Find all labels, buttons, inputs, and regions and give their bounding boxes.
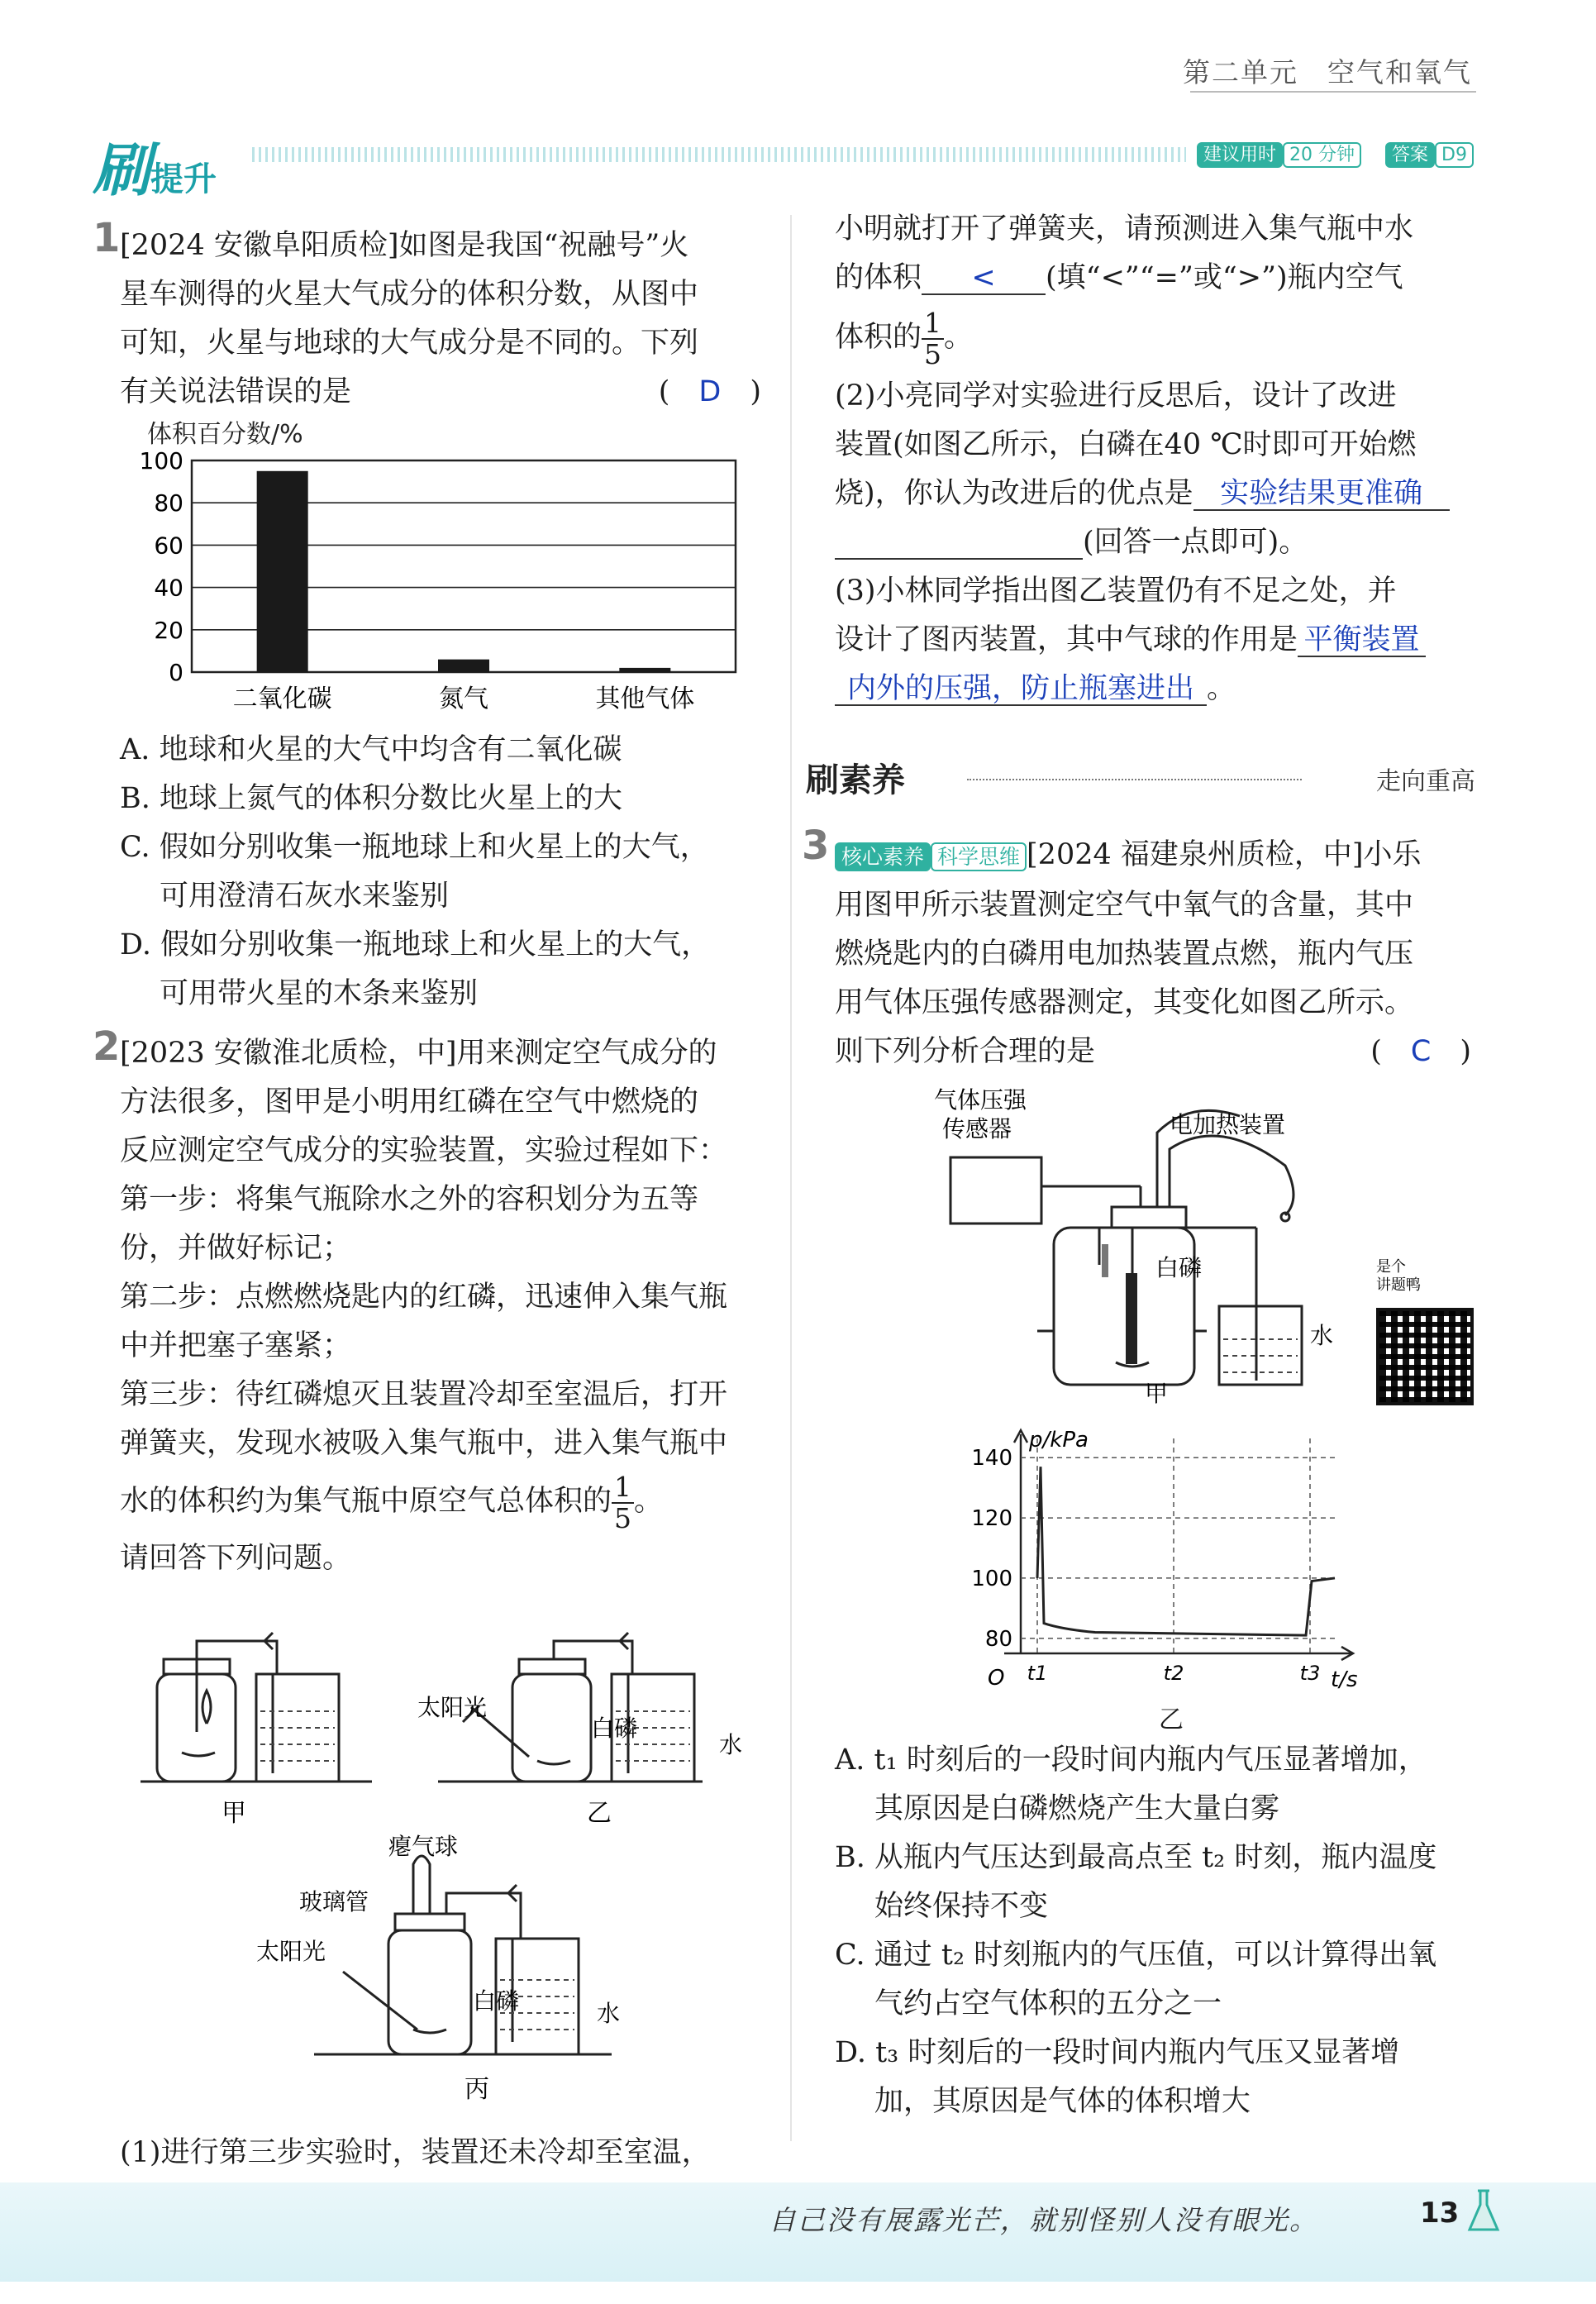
q3-sensor-label-1: 气体压强 xyxy=(934,1086,1027,1114)
fig-bing-white-p: 白磷 xyxy=(473,1987,520,2015)
q2-sub2-text: 烧)，你认为改进后的优点是 xyxy=(835,477,1193,510)
fig-yi-white-p: 白磷 xyxy=(591,1715,638,1742)
q2-fraction xyxy=(612,1472,634,1534)
q2-body xyxy=(120,1029,773,1583)
q2-line: 反应测定空气成分的实验装置，实验过程如下： xyxy=(120,1134,728,1167)
time-label: 建议用时 xyxy=(1197,142,1283,168)
graph-ytick: 80 xyxy=(984,1626,1012,1652)
q2-sub1-fraction-line xyxy=(835,303,1479,372)
time-value: 20 分钟 xyxy=(1283,142,1361,168)
q3-line: 用图甲所示装置测定空气中氧气的含量，其中 xyxy=(835,889,1414,922)
column-divider xyxy=(790,215,792,2141)
q2-line-end: 。 xyxy=(634,1485,664,1518)
q1-line: 可知，火星与地球的大气成分是不同的。下列 xyxy=(120,327,699,360)
q2-number: 2 xyxy=(93,1023,121,1070)
section-header xyxy=(806,754,1475,804)
fraction-numerator: 1 xyxy=(612,1472,634,1504)
q2-sub2-blank xyxy=(835,527,1083,560)
q2-line: [2023 安徽淮北质检，中]用来测定空气成分的 xyxy=(120,1037,717,1070)
fig-bing-glass-tube: 玻璃管 xyxy=(299,1888,369,1915)
brand-small: 提升 xyxy=(150,160,217,198)
fraction-denominator: 5 xyxy=(924,337,942,370)
graph-ytick: 120 xyxy=(971,1506,1012,1532)
brand-big: 刷 xyxy=(93,136,150,204)
q3-white-p-label: 白磷 xyxy=(1155,1254,1203,1281)
q2-sub1-end: 。 xyxy=(944,321,974,354)
section-dots xyxy=(967,779,1302,780)
q2-prompt: 请回答下列问题。 xyxy=(120,1542,352,1575)
chart-ylabel: 体积百分数/% xyxy=(147,420,303,449)
graph-xlabel: t/s xyxy=(1331,1667,1358,1692)
q2-figures-jia-yi xyxy=(124,1608,769,1831)
fig-bing-sun: 太阳光 xyxy=(256,1938,326,1965)
section-title: 刷素养 xyxy=(806,761,905,799)
q2-continued xyxy=(835,205,1479,713)
q2-sub3-end: 。 xyxy=(1207,672,1236,705)
q1-last-line xyxy=(120,368,773,417)
chart-bar xyxy=(619,668,670,672)
q2-line: 中并把塞子塞紧； xyxy=(120,1329,352,1362)
q3-line: 燃烧匙内的白磷用电加热装置点燃，瓶内气压 xyxy=(835,937,1414,971)
q1-option-d[interactable]: D. 假如分别收集一瓶地球上和火星上的大气， xyxy=(120,928,711,961)
chart-xtick: 二氧化碳 xyxy=(232,685,332,713)
q2-sub2-text: (回答一点即可)。 xyxy=(1083,526,1308,559)
qr-caption-1: 是个 xyxy=(1376,1258,1406,1276)
answer-label: 答案 xyxy=(1385,142,1435,168)
q3-number: 3 xyxy=(802,823,830,869)
q2-sub1-answer: < xyxy=(922,262,1046,295)
q1-option-c-cont: 可用澄清石灰水来鉴别 xyxy=(160,880,450,913)
q3-option-d[interactable]: D. t₃ 时刻后的一段时间内瓶内气压又显著增 xyxy=(835,2036,1400,2069)
q2-sub1-line: 小明就打开了弹簧夹，请预测进入集气瓶中水 xyxy=(835,212,1414,246)
sensor-probe xyxy=(1102,1244,1108,1277)
q1-option-b[interactable]: B. 地球上氮气的体积分数比火星上的大 xyxy=(120,782,622,815)
q2-sub3-line: (3)小林同学指出图乙装置仍有不足之处，并 xyxy=(835,575,1397,608)
footer-motto: 自己没有展露光芒，就别怪别人没有眼光。 xyxy=(769,2204,1318,2236)
q3-option-d-cont: 加，其原因是气体的体积增大 xyxy=(874,2085,1251,2118)
q3-answer: C xyxy=(1410,1035,1432,1068)
q2-sub3-answer-line2 xyxy=(835,665,1479,713)
ignition-rod xyxy=(1126,1273,1137,1364)
q2-sub1-text: 体积的 xyxy=(835,321,922,354)
graph-xticks xyxy=(1027,1662,1321,1685)
section-right: 走向重高 xyxy=(1376,767,1475,796)
chart-bar xyxy=(257,471,308,672)
q3-line: 用气体压强传感器测定，其变化如图乙所示。 xyxy=(835,986,1414,1019)
q3-option-b[interactable]: B. 从瓶内气压达到最高点至 t₂ 时刻，瓶内温度 xyxy=(835,1841,1437,1874)
qr-code[interactable] xyxy=(1376,1308,1474,1405)
q2-sub2-line: 装置(如图乙所示，白磷在40 ℃时即可开始燃 xyxy=(835,428,1417,461)
q1-options xyxy=(120,726,773,1018)
chart-bar xyxy=(438,660,489,672)
graph-xtick: t1 xyxy=(1027,1662,1048,1685)
q1-stem xyxy=(120,222,773,417)
dotted-decoration xyxy=(252,147,1186,162)
pressure-curve xyxy=(1037,1467,1335,1635)
q1-answer-paren: ( D ) xyxy=(658,375,761,408)
fig-yi-sun-label: 太阳光 xyxy=(417,1694,488,1721)
chart-xtick: 氮气 xyxy=(439,685,488,713)
graph-ytick: 100 xyxy=(971,1566,1012,1591)
graph-origin: O xyxy=(988,1666,1005,1691)
fig-yi-water: 水 xyxy=(719,1731,743,1758)
q2-sub1-text: (填“<”“=”或“>”)瓶内空气 xyxy=(1046,261,1403,294)
graph-gridlines xyxy=(1021,1438,1339,1653)
graph-xtick: t2 xyxy=(1163,1662,1184,1685)
fig-yi-label: 乙 xyxy=(587,1799,612,1828)
q2-sub1-text: 的体积 xyxy=(835,261,922,294)
q2-sub3-answer-line xyxy=(835,616,1479,665)
q2-line-fraction xyxy=(120,1468,773,1534)
q1-number: 1 xyxy=(93,215,121,261)
graph-ylabel: p/kPa xyxy=(1029,1428,1089,1453)
fig-bing-balloon: 瘪气球 xyxy=(388,1833,459,1860)
answer-badge xyxy=(1385,141,1474,166)
chart-xtick: 其他气体 xyxy=(595,685,695,713)
time-badge xyxy=(1197,141,1361,166)
chart-yticks xyxy=(140,447,183,686)
chart-ytick: 100 xyxy=(139,447,183,475)
q2-sub1-fraction xyxy=(922,308,944,370)
q2-line: 弹簧夹，发现水被吸入集气瓶中，进入集气瓶中 xyxy=(120,1427,728,1460)
q3-first-line xyxy=(835,831,1479,881)
q3-pressure-graph xyxy=(971,1422,1368,1695)
q3-water-label: 水 xyxy=(1310,1322,1334,1349)
q1-line: [2024 安徽阜阳质检]如图是我国“祝融号”火 xyxy=(120,229,689,262)
q2-line: 第三步：待红磷熄灭且装置冷却至室温后，打开 xyxy=(120,1378,728,1411)
answer-page: D9 xyxy=(1435,142,1474,168)
q2-sub2-line: (2)小亮同学对实验进行反思后，设计了改进 xyxy=(835,379,1397,413)
q2-sub3-answer-a: 平衡装置 xyxy=(1298,624,1426,657)
fig-jia-label: 甲 xyxy=(222,1799,246,1828)
chart-ytick: 60 xyxy=(154,532,183,560)
q2-sub2-answer-line xyxy=(835,470,1479,518)
q2-sub2-answer: 实验结果更准确 xyxy=(1193,478,1450,511)
q2-line: 第一步：将集气瓶除水之外的容积划分为五等 xyxy=(120,1183,699,1216)
q3-tag-science: 科学思维 xyxy=(931,842,1027,871)
q3-line: [2024 福建泉州质检，中]小乐 xyxy=(1027,838,1422,871)
q1-option-c[interactable]: C. 假如分别收集一瓶地球上和火星上的大气， xyxy=(120,831,709,864)
q3-stem xyxy=(835,831,1479,1076)
brand-title xyxy=(93,124,217,208)
fraction-numerator: 1 xyxy=(922,308,944,340)
q2-line: 水的体积约为集气瓶中原空气总体积的 xyxy=(120,1485,612,1518)
q1-line: 有关说法错误的是 xyxy=(120,375,352,408)
chart-xticks xyxy=(233,685,695,713)
page-number: 13 xyxy=(1420,2197,1460,2230)
q3-heater-label: 电加热装置 xyxy=(1170,1111,1286,1138)
graph-xtick: t3 xyxy=(1299,1662,1321,1685)
q2-line: 第二步：点燃燃烧匙内的红磷，迅速伸入集气瓶 xyxy=(120,1281,728,1314)
fig-bing-water: 水 xyxy=(597,2000,621,2027)
q3-option-a[interactable]: A. t₁ 时刻后的一段时间内瓶内气压显著增加， xyxy=(835,1744,1427,1777)
q2-sub3-answer-b: 内外的压强，防止瓶塞进出 xyxy=(835,673,1207,706)
graph-ytick: 140 xyxy=(971,1446,1012,1472)
q3-option-c[interactable]: C. 通过 t₂ 时刻瓶内的气压值，可以计算得出氧 xyxy=(835,1939,1437,1972)
q1-option-d-cont: 可用带火星的木条来鉴别 xyxy=(160,977,479,1010)
q3-jia-label: 甲 xyxy=(1145,1380,1169,1405)
q3-option-a-cont: 其原因是白磷燃烧产生大量白雾 xyxy=(874,1792,1280,1825)
graph-yticks xyxy=(971,1446,1012,1652)
chart-ytick: 20 xyxy=(154,616,183,644)
q2-line: 份，并做好标记； xyxy=(120,1232,352,1265)
q2-sub2-end-line xyxy=(835,518,1479,567)
q1-bar-chart xyxy=(132,417,760,727)
q2-sub1-line-answer xyxy=(835,254,1479,303)
chart-ytick: 0 xyxy=(169,659,183,686)
q3-sensor-label-2: 传感器 xyxy=(942,1115,1012,1142)
q2-figure-bing xyxy=(248,1831,678,2104)
header-divider xyxy=(1190,91,1476,93)
chart-ytick: 80 xyxy=(154,489,183,518)
q3-tag-core: 核心素养 xyxy=(835,842,931,871)
flask-icon xyxy=(1463,2187,1504,2236)
q3-options xyxy=(835,1736,1488,2126)
qr-caption-2: 讲题鸭 xyxy=(1376,1276,1421,1294)
q2-line: 方法很多，图甲是小明用红磷在空气中燃烧的 xyxy=(120,1085,699,1119)
q1-option-a[interactable]: A. 地球和火星的大气中均含有二氧化碳 xyxy=(120,733,622,766)
q2-sub3-text: 设计了图丙装置，其中气球的作用是 xyxy=(835,623,1298,656)
fig-bing-label: 丙 xyxy=(465,2075,489,2104)
chart-bars xyxy=(257,471,671,672)
unit-title: 第二单元 空气和氧气 xyxy=(1183,56,1472,88)
q3-line: 则下列分析合理的是 xyxy=(835,1035,1096,1068)
q1-line: 星车测得的火星大气成分的体积分数，从图中 xyxy=(120,278,699,311)
q3-option-c-cont: 气约占空气体积的五分之一 xyxy=(874,1987,1222,2020)
chart-ytick: 40 xyxy=(154,574,183,602)
q2-sub1-start: (1)进行第三步实验时，装置还未冷却至室温， xyxy=(120,2136,711,2169)
fraction-denominator: 5 xyxy=(614,1501,632,1534)
q3-last-line xyxy=(835,1028,1479,1076)
q3-answer-paren: ( C ) xyxy=(1370,1035,1471,1068)
q3-yi-label: 乙 xyxy=(1159,1705,1184,1734)
q1-answer: D xyxy=(698,375,722,408)
q3-option-b-cont: 始终保持不变 xyxy=(874,1890,1049,1923)
